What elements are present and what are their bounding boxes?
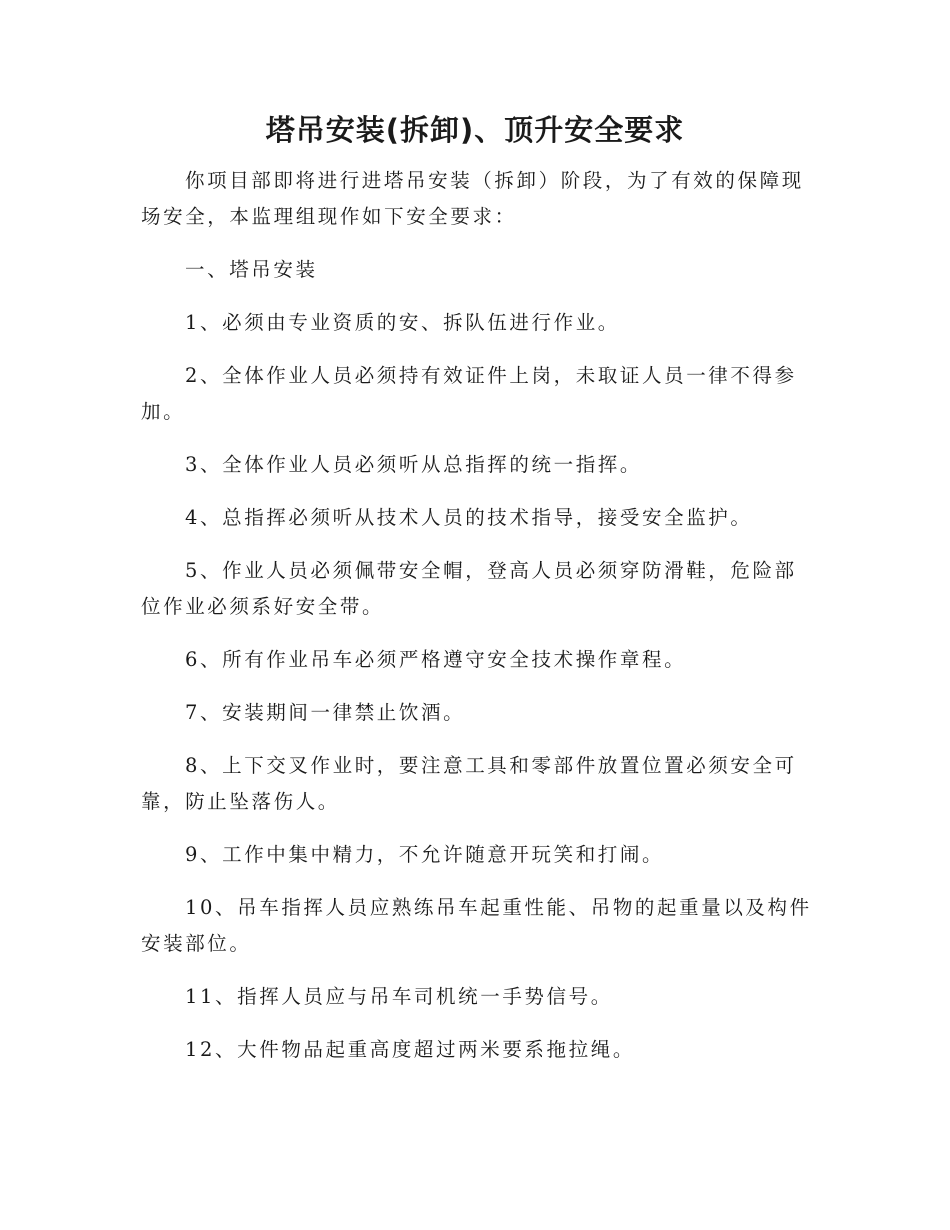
list-item: 11、指挥人员应与吊车司机统一手势信号。 <box>185 985 613 1008</box>
section-heading: 一、塔吊安装 <box>185 258 318 281</box>
list-item: 8、上下交叉作业时，要注意工具和零部件放置位置必须安全可靠，防止坠落伤人。 <box>141 754 797 813</box>
list-item: 12、大件物品起重高度超过两米要系拖拉绳。 <box>185 1038 635 1061</box>
document-title: 塔吊安装(拆卸)、顶升安全要求 <box>265 113 685 147</box>
list-item: 1、必须由专业资质的安、拆队伍进行作业。 <box>185 311 620 334</box>
list-item: 6、所有作业吊车必须严格遵守安全技术操作章程。 <box>185 648 687 671</box>
list-item: 9、工作中集中精力，不允许随意开玩笑和打闹。 <box>185 843 665 866</box>
document-body <box>141 163 813 1085</box>
intro-paragraph: 你项目部即将进行进塔吊安装（拆卸）阶段，为了有效的保障现场安全，本监理组现作如下安全要求： <box>141 169 804 228</box>
list-item: 4、总指挥必须听从技术人员的技术指导，接受安全监护。 <box>185 506 753 529</box>
list-item: 2、全体作业人员必须持有效证件上岗，未取证人员一律不得参加。 <box>141 364 797 423</box>
list-item: 3、全体作业人员必须听从总指挥的统一指挥。 <box>185 453 643 476</box>
list-item: 7、安装期间一律禁止饮酒。 <box>185 701 466 724</box>
list-item: 10、吊车指挥人员应熟练吊车起重性能、吊物的起重量以及构件安装部位。 <box>141 896 812 955</box>
list-item: 5、作业人员必须佩带安全帽，登高人员必须穿防滑鞋，危险部位作业必须系好安全带。 <box>141 559 797 618</box>
